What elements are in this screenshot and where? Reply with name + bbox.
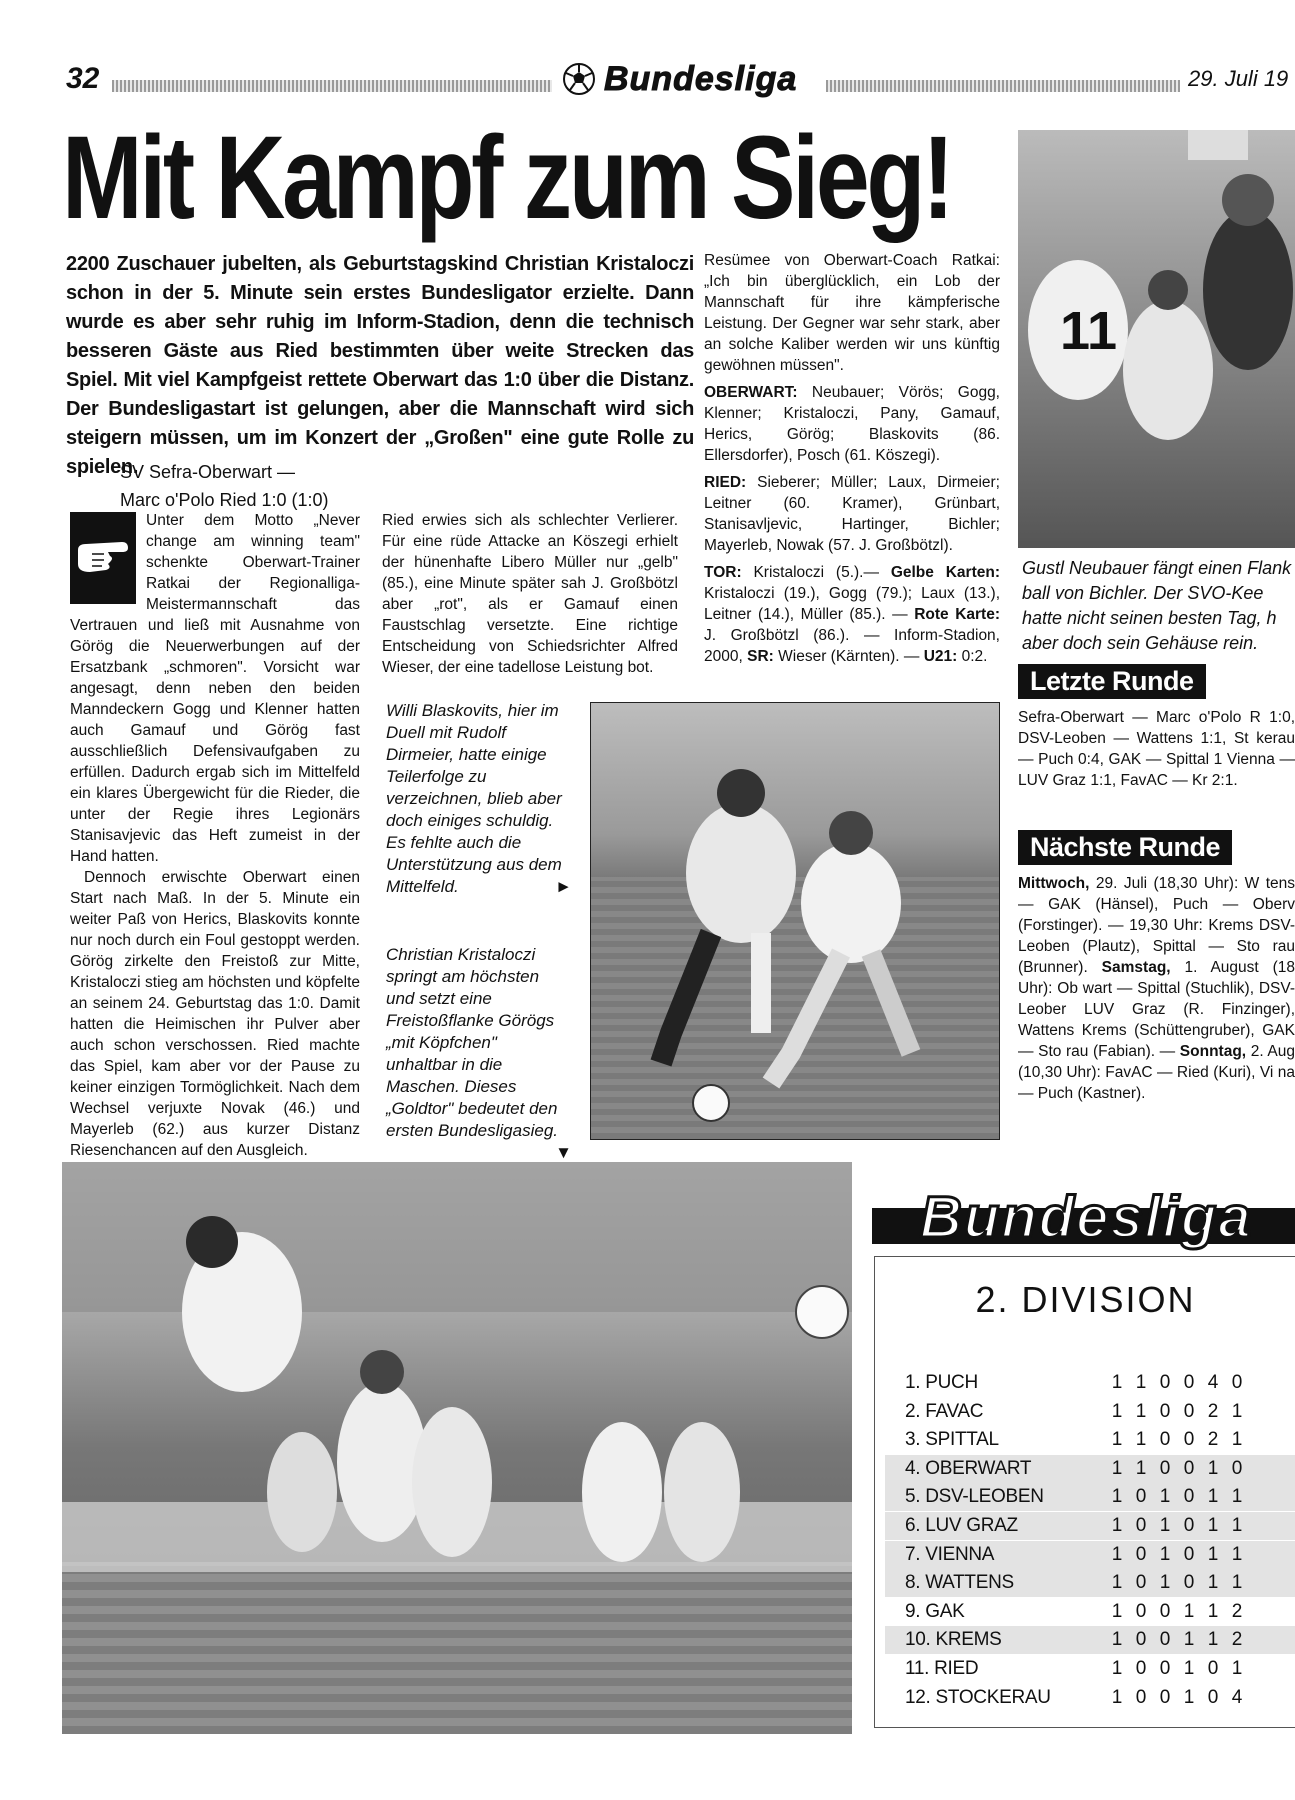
standings-value: 0 (1183, 1543, 1195, 1565)
standings-value: 0 (1183, 1429, 1195, 1451)
standings-table (874, 1256, 1295, 1728)
standings-team: 9. GAK (905, 1600, 965, 1622)
lineup-oberwart (704, 382, 1000, 466)
photo-jersey-number: 11 (1060, 301, 1118, 361)
standings-team: 2. FAVAC (905, 1400, 984, 1422)
standings-value: 0 (1159, 1658, 1171, 1679)
standings-value: 0 (1231, 1457, 1243, 1479)
caption-neubauer: Gustl Neubauer fängt einen Flank ball von Bichler. Der SVO-Kee hatte nicht seinen besten Tag, h aber doch sein Gehäuse rein. (1022, 558, 1292, 653)
standings-value: 1 (1231, 1543, 1243, 1565)
standings-value: 2 (1231, 1600, 1243, 1622)
standings-value: 1 (1183, 1658, 1195, 1679)
standings-row (885, 1626, 1295, 1654)
naechste-runde-title: Nächste Runde (1018, 830, 1232, 865)
standings-value: 1 (1111, 1600, 1123, 1622)
u21-text: 0:2. (961, 648, 988, 665)
standings-value: 1 (1207, 1515, 1219, 1536)
letzte-runde-title: Letzte Runde (1018, 664, 1206, 699)
standings-value: 0 (1183, 1457, 1195, 1479)
standings-value: 1 (1111, 1572, 1123, 1594)
standings-value: 0 (1135, 1686, 1147, 1708)
standings-value: 1 (1231, 1400, 1243, 1422)
standings-value: 1 (1135, 1400, 1147, 1422)
naechste-runde-box (1018, 830, 1295, 1104)
standings-value: 0 (1183, 1572, 1195, 1594)
naechste-text1: 29. Juli (18,30 Uhr): W tens — GAK (Hänsel), Puch — Oberv (Forstinger). — 19,30 Uhr: Krems DSV-Leoben (Plautz), Spittal — Sto rau (Brunner). (1018, 875, 1295, 976)
naechste-day2: Samstag, (1101, 959, 1171, 976)
naechste-day1: Mittwoch, (1018, 875, 1090, 892)
standings-value: 0 (1159, 1457, 1171, 1479)
arrow-down-icon: ▼ (555, 1143, 572, 1162)
standings-value: 1 (1135, 1429, 1147, 1451)
standings-value: 1 (1111, 1543, 1123, 1565)
standings-value: 1 (1111, 1686, 1123, 1708)
standings-value: 1 (1231, 1429, 1243, 1451)
rote-text: J. Großbötzl (86.). — Inform-Stadion, 2000, (704, 627, 1000, 665)
standings-team: 11. RIED (905, 1658, 979, 1679)
standings-value: 0 (1207, 1686, 1219, 1708)
u21-label: U21: (923, 648, 958, 665)
standings-value: 1 (1135, 1457, 1147, 1479)
standings-row (885, 1483, 1295, 1511)
standings-value: 1 (1111, 1658, 1123, 1679)
standings-value: 1 (1111, 1629, 1123, 1651)
photo-header-goal (62, 1162, 852, 1734)
soccer-ball-icon (562, 62, 596, 96)
naechste-text2: 1. August (18 Uhr): Ob wart — Spittal (Stuchlik), DSV-Leober LUV Graz (R. Finzinger), Wattens Krems (Schüttengruber), GAK — Sto rau (Fabian). — (1018, 959, 1295, 1060)
standings-value: 0 (1135, 1486, 1147, 1508)
section-logo: Bundesliga (604, 60, 798, 98)
standings-value: 0 (1231, 1372, 1243, 1393)
caption-blaskovits (386, 700, 572, 898)
standings-value: 1 (1183, 1600, 1195, 1622)
article-col1-para-2: Dennoch erwischte Oberwart einen Start nach Maß. In der 5. Minute ein weiter Paß von Herics, Blaskovits konnte nur noch durch ein Foul gestoppt werden. Görög zirkelte den Freistoß zur Mitte, Kristaloczi stieg am höchsten und köpfelte an seinem 24. Geburtstag das 1:0. Damit hatten die Heimischen ihr Pulver aber auch schon verschossen. Ried machte das Spiel, kam aber vor der Pause zu keiner einzigen Tormöglichkeit. Nach dem Wechsel verjuxte Novak (46.) und Mayerleb (62.) aus kurzer Distanz Riesenchancen auf den Ausgleich. (70, 869, 360, 1159)
standings-value: 1 (1207, 1457, 1219, 1479)
match-line-2: Marc o'Polo Ried 1:0 (1:0) (120, 490, 329, 510)
standings-team: 4. OBERWART (905, 1457, 1032, 1479)
naechste-day3: Sonntag, (1179, 1043, 1247, 1060)
photo-goalkeeper (1018, 130, 1295, 548)
standings-team: 6. LUV GRAZ (905, 1515, 1018, 1536)
standings-value: 0 (1159, 1429, 1171, 1451)
standings-value: 1 (1159, 1486, 1171, 1508)
standings-value: 2 (1207, 1400, 1219, 1422)
standings-value: 0 (1135, 1658, 1147, 1679)
standings-value: 4 (1231, 1686, 1243, 1708)
photo-duel (590, 702, 1000, 1140)
arrow-right-icon: ► (555, 877, 572, 896)
page-number: 32 (66, 62, 100, 95)
lineup-ried-label: RIED: (704, 474, 747, 491)
caption-kristaloczi-text: Christian Kristaloczi springt am höchsten und setzt eine Freistoßflanke Görögs „mit Köpfchen" unhaltbar in die Maschen. Dieses „Goldtor" bedeutet den ersten Bundesligasieg. (386, 945, 559, 1140)
standings-value: 0 (1159, 1629, 1171, 1651)
standings-value: 1 (1207, 1600, 1219, 1622)
standings-value: 0 (1183, 1372, 1195, 1393)
standings-team: 12. STOCKERAU (905, 1686, 1051, 1708)
standings-value: 0 (1135, 1515, 1147, 1536)
standings-team: 1. PUCH (905, 1372, 978, 1393)
standings-team: 7. VIENNA (905, 1543, 995, 1565)
standings-value: 1 (1207, 1486, 1219, 1508)
issue-date: 29. Juli 19 (1188, 66, 1289, 91)
standings-value: 1 (1183, 1629, 1195, 1651)
standings-value: 1 (1207, 1543, 1219, 1565)
standings-value: 1 (1111, 1372, 1123, 1393)
header-rule-right (826, 80, 1180, 92)
lineup-oberwart-label: OBERWART: (704, 384, 798, 401)
standings-row (885, 1541, 1295, 1569)
coach-quote: Resümee von Oberwart-Coach Ratkai: „Ich bin überglücklich, ein Lob der Mannschaft für ihre kämpferische Leistung. Der Gegner war sehr stark, aber an solche Kaliber werden wir uns künftig gewöhnen müssen". (704, 252, 1000, 374)
standings-value: 0 (1183, 1486, 1195, 1508)
division-title: 2. DIVISION (975, 1279, 1196, 1320)
rote-label: Rote Karte: (914, 606, 1001, 623)
standings-value: 1 (1111, 1400, 1123, 1422)
lineup-oberwart-text: Neubauer; Vörös; Gogg, Klenner; Kristaloczi, Pany, Gamauf, Herics, Görög; Blaskovits (86. Ellersdorfer), Posch (61. Köszegi). (704, 384, 1000, 464)
standings-value: 0 (1159, 1372, 1171, 1393)
naechste-text3: 2. Aug (10,30 Uhr): FavAC — Ried (Kuri), Vi na — Puch (Kastner). (1018, 1043, 1295, 1102)
standings-value: 0 (1135, 1543, 1147, 1565)
article-column-1 (70, 510, 360, 1203)
caption-blaskovits-text: Willi Blaskovits, hier im Duell mit Rudolf Dirmeier, hatte einige Teilerfolge zu verzeichnen, blieb aber doch einiges schuldig. Es fehlte auch die Unterstützung aus dem Mittelfeld. (386, 701, 562, 896)
match-line-1: SV Sefra-Oberwart — (120, 462, 296, 482)
standings-banner: Bundesliga (920, 1185, 1253, 1250)
standings-value: 0 (1135, 1572, 1147, 1594)
gelbe-label: Gelbe Karten: (890, 564, 1000, 581)
standings-value: 1 (1231, 1658, 1243, 1679)
standings-value: 1 (1159, 1543, 1171, 1565)
standings-row (885, 1655, 1295, 1683)
standings-value: 4 (1207, 1372, 1219, 1393)
standings-row (885, 1598, 1295, 1626)
standings-value: 0 (1159, 1400, 1171, 1422)
match-result (120, 458, 329, 514)
standings-value: 1 (1207, 1572, 1219, 1594)
standings-row (885, 1398, 1295, 1426)
tor-label: TOR: (704, 564, 742, 581)
standings-value: 1 (1111, 1515, 1123, 1536)
letzte-runde-text: Sefra-Oberwart — Marc o'Polo R 1:0, DSV-Leoben — Wattens 1:1, St kerau — Puch 0:4, GAK — Spittal 1 Vienna — LUV Graz 1:1, FavAC — Kr 2:1. (1018, 709, 1295, 789)
standings-row (885, 1455, 1295, 1483)
match-details (704, 562, 1000, 667)
standings-value: 1 (1135, 1372, 1147, 1393)
standings-value: 1 (1159, 1572, 1171, 1594)
standings-value: 0 (1135, 1629, 1147, 1651)
standings-row (885, 1369, 1295, 1397)
standings-team: 10. KREMS (905, 1629, 1002, 1651)
article-col1-para-1: Unter dem Motto „Never change am winning team" schenkte Oberwart-Trainer Ratkai der Regionalliga-Meistermannschaft das Vertrauen und ließ mit Ausnahme von Görög die Neuerwerbungen auf der Ersatzbank „schmoren". Vorsicht war angesagt, denn neben den beiden Manndeckern Gogg und Klenner hatten auch Gamauf und Görög fast ausschließlich Defensivaufgaben zu erfüllen. Dadurch ergab sich im Mittelfeld ein klares Übergewicht für die Rieder, die unter der Regie ihres Legionärs Stanisavjevic das Heft zumeist in der Hand hatten. (70, 512, 360, 865)
standings-value: 0 (1135, 1600, 1147, 1622)
standings-value: 0 (1159, 1600, 1171, 1622)
lead-paragraph: 2200 Zuschauer jubelten, als Geburtstagskind Christian Kristaloczi schon in der 5. Minute sein erstes Bundesligator erzielte. Dann wurde es aber sehr ruhig im Inform-Stadion, denn die technisch besseren Gäste aus Ried bestimmten über weite Strecken das Spiel. Mit viel Kampfgeist rettete Oberwart das 1:0 über die Distanz. Der Bundesligastart ist gelungen, aber die Mannschaft wird sich steigern müssen, um im Konzert der „Großen" eine gute Rolle zu spielen. (66, 253, 694, 478)
standings-team: 3. SPITTAL (905, 1429, 999, 1451)
article-column-3 (704, 250, 1000, 667)
article-column-2: Ried erwies sich als schlechter Verlierer. Für eine rüde Attacke an Köszegi erhielt der hünenhafte Libero Müller nur „gelb" (85.), eine Minute später sah J. Großbötzl aber „rot", als er Gamauf einen Faustschlag versetzte. Eine richtige Entscheidung von Schiedsrichter Alfred Wieser, der eine tadellose Leistung bot. (382, 512, 678, 676)
headline: Mit Kampf zum Sieg! (62, 112, 952, 244)
standings-value: 1 (1159, 1515, 1171, 1536)
header-rule-left (112, 80, 552, 92)
lineup-ried (704, 472, 1000, 556)
standings-value: 1 (1231, 1515, 1243, 1536)
standings-value: 1 (1183, 1686, 1195, 1708)
standings-row (885, 1684, 1295, 1712)
standings-rows (885, 1369, 1295, 1709)
standings-value: 1 (1111, 1486, 1123, 1508)
standings-value: 1 (1111, 1429, 1123, 1451)
standings-value: 1 (1111, 1457, 1123, 1479)
standings-value: 1 (1231, 1486, 1243, 1508)
standings-team: 5. DSV-LEOBEN (905, 1486, 1044, 1508)
sr-text: Wieser (Kärnten). — (778, 648, 920, 665)
tor-text: Kristaloczi (5.).— (753, 564, 879, 581)
standings-value: 0 (1183, 1400, 1195, 1422)
standings-row (885, 1426, 1295, 1454)
sr-label: SR: (747, 648, 774, 665)
standings-value: 2 (1207, 1429, 1219, 1451)
caption-kristaloczi (386, 944, 572, 1164)
standings-value: 0 (1159, 1686, 1171, 1708)
standings-row (885, 1512, 1295, 1540)
lineup-ried-text: Sieberer; Müller; Laux, Dirmeier; Leitner (60. Kramer), Grünbart, Stanisavljevic, Hartinger, Bichler; Mayerleb, Nowak (57. J. Großbötzl). (704, 474, 1000, 554)
standings-team: 8. WATTENS (905, 1572, 1014, 1594)
gelbe-text: Kristaloczi (19.), Gogg (79.); Laux (13.), Leitner (14.), Müller (85.). — (704, 585, 1000, 623)
standings-value: 0 (1207, 1658, 1219, 1679)
standings-value: 1 (1207, 1629, 1219, 1651)
standings-value: 1 (1231, 1572, 1243, 1594)
standings-value: 2 (1231, 1629, 1243, 1651)
standings-row (885, 1569, 1295, 1597)
letzte-runde-box (1018, 664, 1295, 791)
standings-value: 0 (1183, 1515, 1195, 1536)
